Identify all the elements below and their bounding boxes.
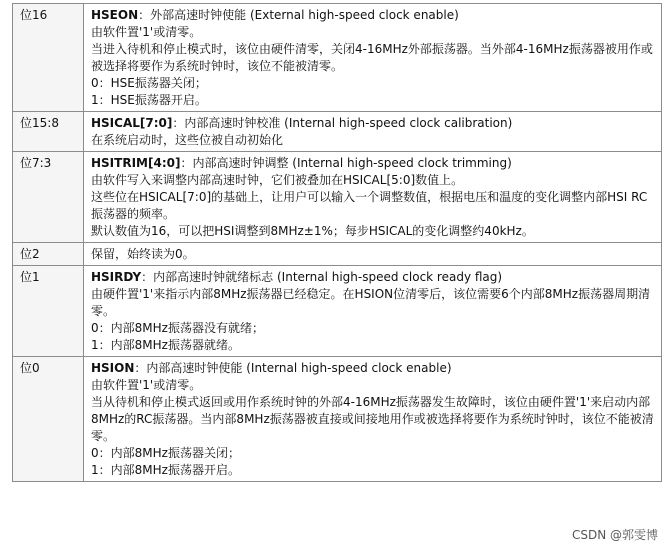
- field-title-text: ：内部高速时钟使能 (Internal high-speed clock enable): [134, 361, 452, 375]
- field-title: [91, 115, 656, 132]
- bit-position-cell: [13, 357, 84, 482]
- bit-position: 位16: [20, 8, 48, 22]
- description-line: 这些位在HSICAL[7:0]的基础上，让用户可以输入一个调整数值，根据电压和温度的变化调整内部HSI RC振荡器的频率。: [91, 190, 648, 221]
- field-title-text: ：内部高速时钟调整 (Internal high-speed clock trimming): [180, 156, 512, 170]
- bit-position: 位0: [20, 361, 40, 375]
- field-name: HSIRDY: [91, 270, 142, 284]
- register-bit-table: [12, 3, 662, 482]
- field-title: [91, 7, 656, 24]
- description-line: 当从待机和停止模式返回或用作系统时钟的外部4-16MHz振荡器发生故障时，该位由硬件置'1'来启动内部8MHz的RC振荡器。当内部8MHz振荡器被直接或间接地用作或被选择将要作为系统时钟时，该位不能被清零。: [91, 395, 654, 443]
- description-line: 默认数值为16，可以把HSI调整到8MHz±1%；每步HSICAL的变化调整约40kHz。: [91, 224, 534, 238]
- description-line: 1：内部8MHz振荡器开启。: [91, 463, 240, 477]
- description-line: 1：内部8MHz振荡器就绪。: [91, 338, 240, 352]
- table-row: [13, 4, 662, 112]
- description-line: 0：HSE振荡器关闭；: [91, 76, 207, 90]
- description-line: 由软件置'1'或清零。: [91, 378, 202, 392]
- table-row: [13, 357, 662, 482]
- field-title-text: ：内部高速时钟就绪标志 (Internal high-speed clock ready flag): [141, 270, 503, 284]
- description-line: 由软件写入来调整内部高速时钟，它们被叠加在HSICAL[5:0]数值上。: [91, 173, 464, 187]
- bit-position-cell: [13, 152, 84, 243]
- field-name: HSICAL[7:0]: [91, 116, 173, 130]
- bit-position: 位1: [20, 270, 40, 284]
- table-row: [13, 152, 662, 243]
- description-line: 1：HSE振荡器开启。: [91, 93, 207, 107]
- description-line: 当进入待机和停止模式时，该位由硬件清零，关闭4-16MHz外部振荡器。当外部4-16MHz振荡器被用作或被选择将要作为系统时钟时，该位不能被清零。: [91, 42, 653, 73]
- description-line: 0：内部8MHz振荡器没有就绪；: [91, 321, 264, 335]
- field-title: [91, 269, 656, 286]
- bit-description-cell: [84, 357, 662, 482]
- bit-description-cell: [84, 243, 662, 266]
- field-name: HSION: [91, 361, 135, 375]
- field-title: [91, 155, 656, 172]
- bit-position-cell: [13, 266, 84, 357]
- field-title: [91, 360, 656, 377]
- bit-description-cell: [84, 4, 662, 112]
- description-line: 由硬件置'1'来指示内部8MHz振荡器已经稳定。在HSION位清零后，该位需要6个内部8MHz振荡器周期清零。: [91, 287, 651, 318]
- bit-description-cell: [84, 152, 662, 243]
- table-row: [13, 112, 662, 152]
- register-bit-table-body: [13, 4, 662, 482]
- description-line: 0：内部8MHz振荡器关闭；: [91, 446, 240, 460]
- field-title-text: ：内部高速时钟校准 (Internal high-speed clock calibration): [172, 116, 513, 130]
- csdn-watermark: CSDN @郭雯博: [571, 528, 658, 542]
- bit-description-cell: [84, 266, 662, 357]
- bit-position: 位2: [20, 247, 40, 261]
- table-row: [13, 243, 662, 266]
- field-name: HSEON: [91, 8, 139, 22]
- description-line: 在系统启动时，这些位被自动初始化: [91, 133, 284, 147]
- field-title: [91, 246, 656, 263]
- field-title-text: ：外部高速时钟使能 (External high-speed clock enable): [138, 8, 459, 22]
- field-title-text: 保留，始终读为0。: [91, 247, 195, 261]
- field-name: HSITRIM[4:0]: [91, 156, 181, 170]
- table-row: [13, 266, 662, 357]
- bit-position: 位15:8: [20, 116, 59, 130]
- bit-position-cell: [13, 243, 84, 266]
- bit-position: 位7:3: [20, 156, 52, 170]
- bit-description-cell: [84, 112, 662, 152]
- description-line: 由软件置'1'或清零。: [91, 25, 202, 39]
- bit-position-cell: [13, 4, 84, 112]
- bit-position-cell: [13, 112, 84, 152]
